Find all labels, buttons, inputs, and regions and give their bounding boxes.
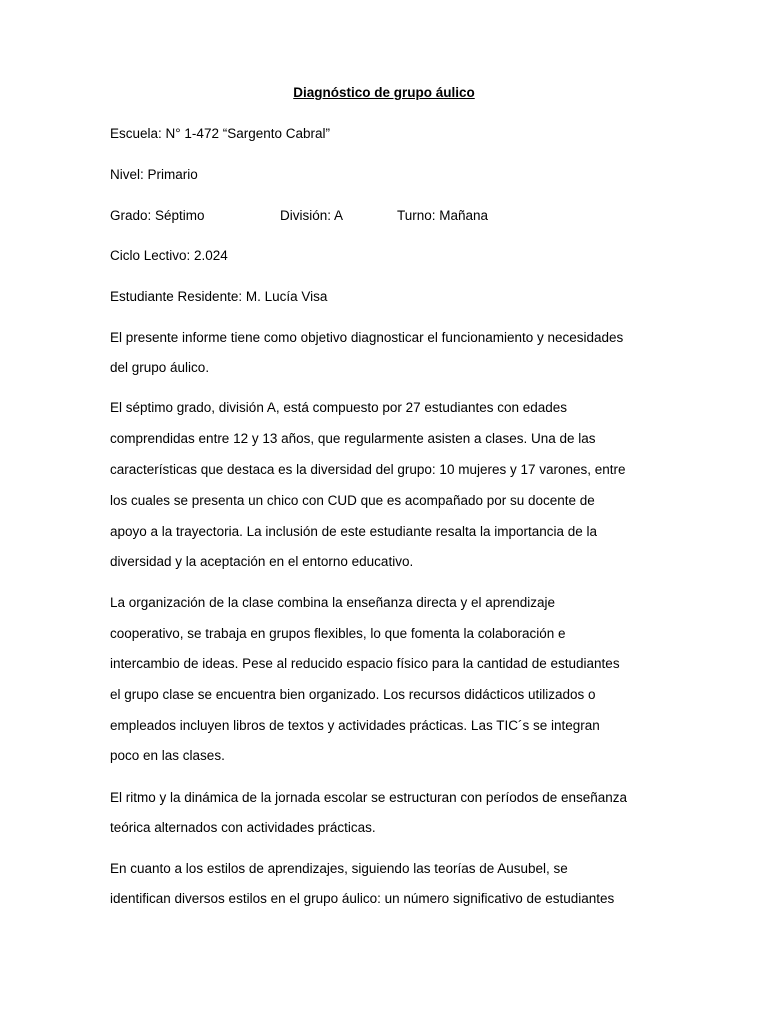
- school-line: Escuela: N° 1-472 “Sargento Cabral”: [110, 126, 331, 141]
- student-line: Estudiante Residente: M. Lucía Visa: [110, 289, 328, 304]
- school-year-line: Ciclo Lectivo: 2.024: [110, 248, 228, 263]
- paragraph-line: El séptimo grado, división A, está compuesto por 27 estudiantes con edades: [110, 400, 568, 415]
- paragraph-line: comprendidas entre 12 y 13 años, que regularmente asisten a clases. Una de las: [110, 431, 596, 446]
- paragraph-line: características que destaca es la diversidad del grupo: 10 mujeres y 17 varones, entre: [110, 462, 626, 477]
- paragraph-line: El presente informe tiene como objetivo diagnosticar el funcionamiento y necesidades: [110, 330, 624, 345]
- paragraph-line: El ritmo y la dinámica de la jornada escolar se estructuran con períodos de enseñanza: [110, 790, 628, 805]
- level-line: Nivel: Primario: [110, 167, 198, 182]
- paragraph-line: del grupo áulico.: [110, 360, 210, 375]
- paragraph-line: cooperativo, se trabaja en grupos flexibles, lo que fomenta la colaboración e: [110, 626, 566, 641]
- grade-division-shift-row: [110, 207, 530, 225]
- document-title: Diagnóstico de grupo áulico: [293, 85, 475, 100]
- paragraph-line: La organización de la clase combina la enseñanza directa y el aprendizaje: [110, 595, 556, 610]
- paragraph-line: identifican diversos estilos en el grupo áulico: un número significativo de estudiantes: [110, 891, 615, 906]
- division-field: División: A: [280, 208, 344, 223]
- paragraph-line: diversidad y la aceptación en el entorno educativo.: [110, 554, 414, 569]
- paragraph-line: los cuales se presenta un chico con CUD que es acompañado por su docente de: [110, 493, 595, 508]
- grade-field: Grado: Séptimo: [110, 208, 205, 223]
- paragraph-line: apoyo a la trayectoria. La inclusión de este estudiante resalta la importancia de la: [110, 524, 598, 539]
- paragraph-line: teórica alternados con actividades prácticas.: [110, 820, 376, 835]
- shift-field: Turno: Mañana: [397, 208, 489, 223]
- paragraph-line: empleados incluyen libros de textos y actividades prácticas. Las TIC´s se integran: [110, 718, 600, 733]
- paragraph-line: En cuanto a los estilos de aprendizajes, siguiendo las teorías de Ausubel, se: [110, 861, 568, 876]
- paragraph-line: el grupo clase se encuentra bien organizado. Los recursos didácticos utilizados o: [110, 687, 596, 702]
- paragraph-line: poco en las clases.: [110, 748, 225, 763]
- paragraph-line: intercambio de ideas. Pese al reducido espacio físico para la cantidad de estudiantes: [110, 656, 620, 671]
